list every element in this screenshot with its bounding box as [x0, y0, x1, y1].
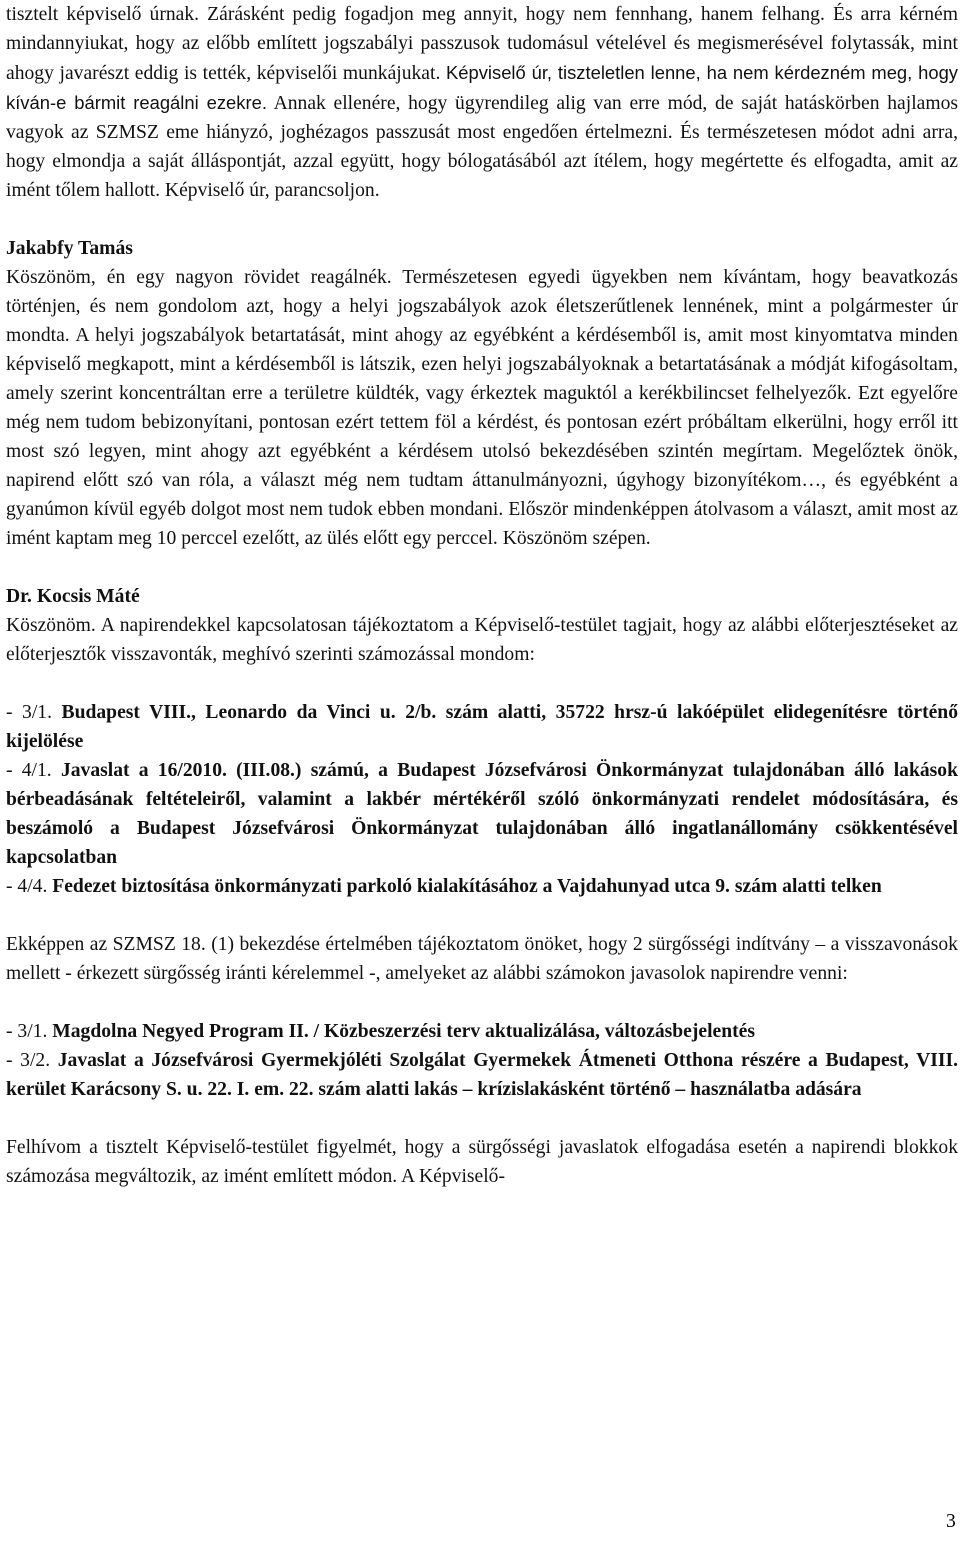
speaker-name: Dr. Kocsis Máté: [6, 586, 140, 607]
sentence: Természetesen egyedi ügyekben nem kívántam, hogy beavatkozás történjen, és nem gondolom azt, hogy a helyi jogszabályok azok életszerűtlenek lennének, mint a polgármester úr mondta.: [6, 267, 958, 346]
paragraph-closing: [6, 1133, 958, 1191]
document-page: [6, 0, 958, 1191]
sentence: Felhívom a tisztelt Képviselő-testület figyelmét, hogy a sürgősségi javaslatok elfogadása esetén a napirendi blokkok számozása megváltozik, az imént említett módon.: [6, 1137, 958, 1187]
item-title: Budapest VIII., Leonardo da Vinci u. 2/b. szám alatti, 35722 hrsz-ú lakóépület elidegenítésre történő kijelölése: [6, 702, 959, 752]
sentence: A Képviselő-: [401, 1166, 505, 1187]
item-number: - 4/4.: [6, 876, 53, 897]
sentence: Megelőztek önök, napirend előtt szó van róla, a választ még nem tudtam áttanulmányozni, úgyhogy bizonyítékom…, és egyébként a gyanúmon kívül egyéb dolgot most nem tudok ebben mondani.: [6, 441, 958, 520]
spacer: [6, 205, 958, 234]
list-item: [6, 1017, 958, 1046]
item-number: - 3/1.: [6, 1021, 53, 1042]
item-title: Javaslat a Józsefvárosi Gyermekjóléti Szolgálat Gyermekek Átmeneti Otthona részére a Budapest, VIII. kerület Karácsony S. u. 22. I. em. 22. szám alatti lakás – krízislakásként történő – használatba adására: [6, 1050, 958, 1100]
item-number: - 4/1.: [6, 760, 61, 781]
sentence: Képviselő úr, parancsoljon.: [164, 180, 380, 201]
list-item: [6, 872, 958, 901]
list-item: [6, 756, 958, 872]
withdrawn-list: [6, 698, 958, 901]
paragraph-mayor-closing: [6, 0, 958, 205]
spacer: [6, 901, 958, 930]
item-title: Fedezet biztosítása önkormányzati parkoló kialakításához a Vajdahunyad utca 9. szám alatti telken: [52, 876, 882, 897]
spacer: [6, 1104, 958, 1133]
urgent-list: [6, 1017, 958, 1104]
sentence: (1) bekezdése értelmében tájékoztatom önöket, hogy 2 sürgősségi indítvány – a visszavonások mellett - érkezett sürgősség iránti kérelemmel -, amelyeket az alábbi számokon javasolok napirendre venni:: [6, 934, 958, 984]
sentence: Annak ellenére, hogy ügyrendileg alig van erre mód, de saját hatáskörben hajlamos vagyok az SZMSZ eme hiányzó, joghézagos passzusát most engedően értelmezni.: [6, 93, 958, 143]
sentence: Köszönöm, én egy nagyon rövidet reagálnék.: [6, 267, 392, 288]
item-title: Magdolna Negyed Program II. / Közbeszerzési terv aktualizálása, változásbejelentés: [52, 1021, 755, 1042]
sentence: Köszönöm.: [6, 615, 96, 636]
list-item: [6, 1046, 958, 1104]
sentence: A napirendekkel kapcsolatosan tájékoztatom a Képviselő-testület tagjait, hogy az alábbi előterjesztéseket az előterjesztők visszavonták, meghívó szerinti számozással mondom:: [6, 615, 959, 665]
sentence: Ezt egyelőre még nem tudom bebizonyítani, pontosan ezért tettem föl a kérdést, és pontosan ezért próbáltam elkerülni, hogy erről itt most szó legyen, mint ahogy azt egyébként a kérdésem utolsó bekezdésében szintén megírtam.: [6, 383, 958, 462]
item-number: - 3/1.: [6, 702, 62, 723]
item-title: Javaslat a 16/2010. (III.08.) számú, a Budapest Józsefvárosi Önkormányzat tulajdonában álló lakások bérbeadásának feltételeiről, valamint a lakbér mértékéről szóló önkormányzati rendelet módosítására, és beszámoló a Budapest Józsefvárosi Önkormányzat tulajdonában álló ingatlanállomány csökkentésével kapcsolatban: [6, 760, 958, 868]
list-item: [6, 698, 958, 756]
paragraph-response: [6, 263, 958, 553]
sentence: tisztelt képviselő úrnak. Zárásként pedig fogadjon meg annyit, hogy nem fennhang, hanem felhang. És arra kérném mindannyiukat, hogy az előbb említett jogszabályi passzusok tudomásul vételével és megismerésével folytassák, mint ahogy javarészt eddig is tették, képviselői munkájukat.: [6, 4, 958, 84]
sentence: Ekképpen az SZMSZ 18.: [6, 934, 206, 955]
spacer: [6, 553, 958, 582]
speaker-name: Jakabfy Tamás: [6, 238, 133, 259]
paragraph-urgent-intro: [6, 930, 958, 988]
paragraph-announcement: [6, 611, 958, 669]
sentence: A helyi jogszabályok betartatását, mint ahogy az egyébként a kérdésemből is, amit most kinyomtatva minden képviselő megkapott, mint a kérdésemből is látszik, ezen helyi jogszabályoknak a betartatásának a módját kifogásoltam, amely szerint koncentráltan erre a területre küldték, vagy érkeztek maguktól a kerékbilincset felhelyezők.: [6, 325, 958, 404]
item-number: - 3/2.: [6, 1050, 58, 1071]
spacer: [6, 988, 958, 1017]
sentence: És természetesen módot adni arra, hogy elmondja a saját álláspontját, azzal együtt, hogy bólogatásából azt ítélem, hogy megértette és elfogadta, amit az imént tőlem hallott.: [6, 122, 959, 201]
page-number: 3: [946, 1511, 956, 1532]
sentence: Képviselő úr, tiszteletlen lenne, ha nem kérdezném meg, hogy kíván-e bármit reagálni ezekre.: [6, 62, 959, 113]
sentence: Először mindenképpen átolvasom a választ, amit most az imént kaptam meg 10 perccel ezelőtt, az ülés előtt egy perccel. Köszönöm szépen.: [6, 499, 958, 549]
spacer: [6, 669, 958, 698]
